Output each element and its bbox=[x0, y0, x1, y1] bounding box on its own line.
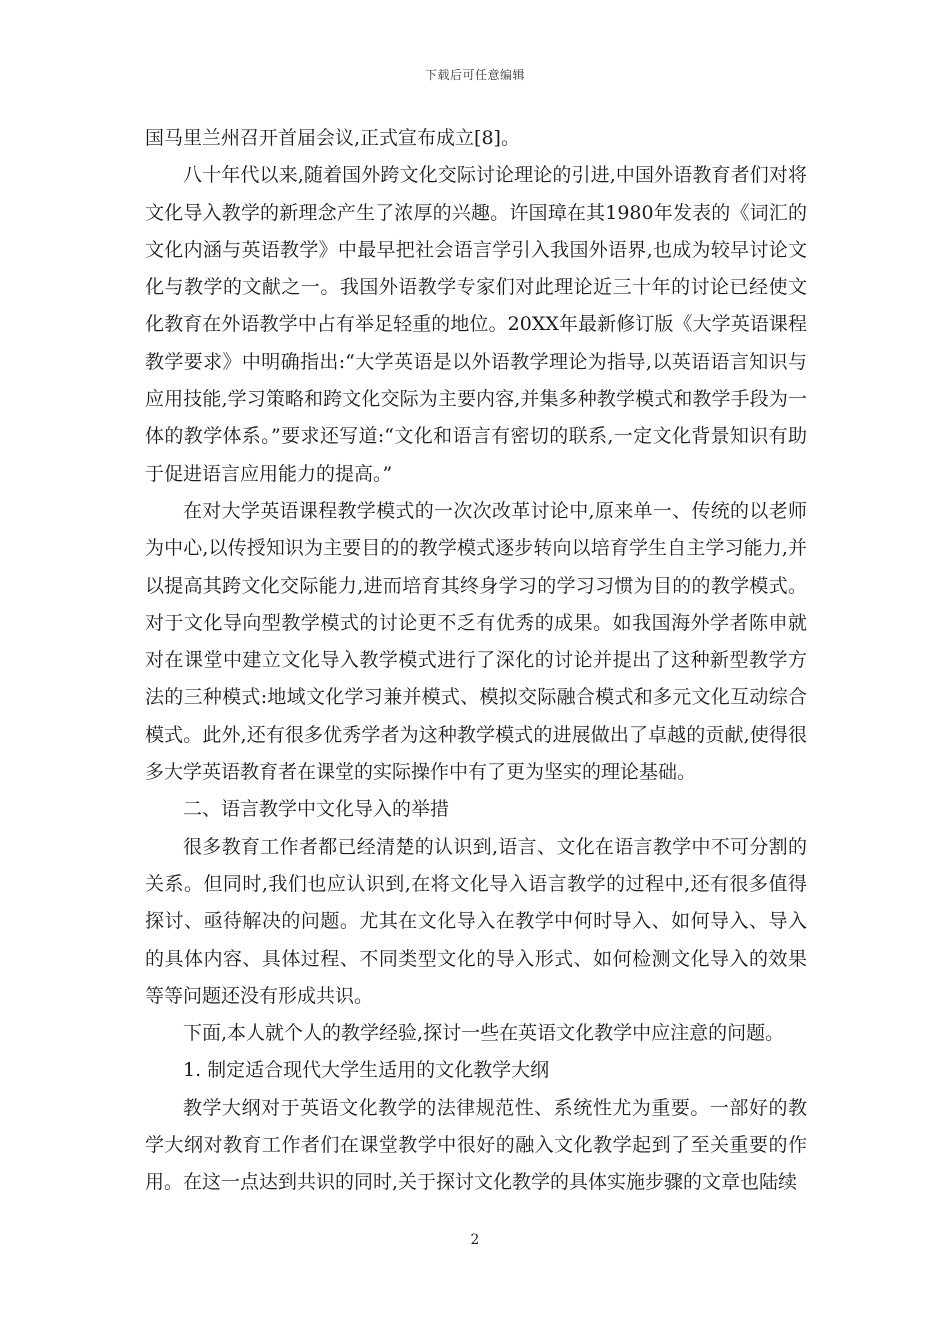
paragraph-6: 教学大纲对于英语文化教学的法律规范性、系统性尤为重要。一部好的教学大纲对教育工作者们在课堂教学中很好的融入文化教学起到了至关重要的作用。在这一点达到共识的同时,关于探讨文化教学的具体实施步骤的文章也陆续 bbox=[145, 1096, 807, 1194]
paragraph-1: 国马里兰州召开首届会议,正式宣布成立[8]。 bbox=[145, 127, 520, 149]
page-header: 下载后可任意编辑 bbox=[424, 68, 525, 82]
body-text bbox=[145, 120, 807, 1202]
section-heading: 二、语言教学中文化导入的举措 bbox=[183, 798, 450, 821]
page-number: 2 bbox=[470, 1232, 480, 1248]
paragraph-2: 八十年代以来,随着国外跨文化交际讨论理论的引进,中国外语教育者们对将文化导入教学的新理念产生了浓厚的兴趣。许国璋在其1980年发表的《词汇的文化内涵与英语教学》中最早把社会语言学引入我国外语界,也成为较早讨论文化与教学的文献之一。我国外语教学专家们对此理论近三十年的讨论已经使文化教育在外语教学中占有举足轻重的地位。20XX年最新修订版《大学英语课程教学要求》中明确指出:“大学英语是以外语教学理论为指导,以英语语言知识与应用技能,学习策略和跨文化交际为主要内容,并集多种教学模式和教学手段为一体的教学体系。”要求还写道:“文化和语言有密切的联系,一定文化背景知识有助于促进语言应用能力的提高。” bbox=[145, 164, 807, 485]
subsection-heading: 1. 制定适合现代大学生适用的文化教学大纲 bbox=[183, 1059, 550, 1082]
paragraph-3: 在对大学英语课程教学模式的一次次改革讨论中,原来单一、传统的以老师为中心,以传授知识为主要目的的教学模式逐步转向以培育学生自主学习能力,并以提高其跨文化交际能力,进而培育其终身学习的学习习惯为目的的教学模式。对于文化导向型教学模式的讨论更不乏有优秀的成果。如我国海外学者陈申就对在课堂中建立文化导入教学模式进行了深化的讨论并提出了这种新型教学方法的三种模式:地域文化学习兼并模式、模拟交际融合模式和多元文化互动综合模式。此外,还有很多优秀学者为这种教学模式的进展做出了卓越的贡献,使得很多大学英语教育者在课堂的实际操作中有了更为坚实的理论基础。 bbox=[145, 499, 807, 784]
paragraph-5: 下面,本人就个人的教学经验,探讨一些在英语文化教学中应注意的问题。 bbox=[183, 1022, 785, 1045]
paragraph-4: 很多教育工作者都已经清楚的认识到,语言、文化在语言教学中不可分割的关系。但同时,我们也应认识到,在将文化导入语言教学的过程中,还有很多值得探讨、亟待解决的问题。尤其在文化导入在教学中何时导入、如何导入、导入的具体内容、具体过程、不同类型文化的导入形式、如何检测文化导入的效果等等问题还没有形成共识。 bbox=[145, 835, 807, 1007]
